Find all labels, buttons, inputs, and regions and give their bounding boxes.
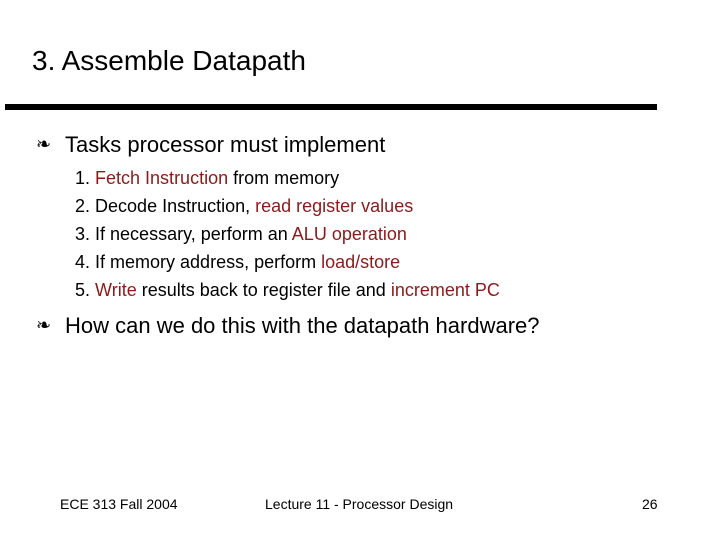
bullet-text: Tasks processor must implement [65, 132, 386, 157]
step-item-2 [75, 192, 500, 220]
step-highlight: load/store [321, 252, 401, 272]
step-highlight: Write [95, 280, 137, 300]
title-divider [5, 104, 657, 110]
step-highlight: read register values [255, 196, 414, 216]
step-list [75, 164, 500, 304]
step-number: 5. [75, 280, 91, 300]
bullet-text: How can we do this with the datapath hardware? [65, 313, 540, 338]
footer-lecture: Lecture 11 - Processor Design [265, 496, 454, 512]
step-item-1 [75, 164, 500, 192]
step-number: 2. [75, 196, 91, 216]
step-number: 3. [75, 224, 91, 244]
step-text: from memory [228, 168, 340, 188]
step-text: If memory address, perform [95, 252, 322, 272]
step-number: 4. [75, 252, 91, 272]
footer-page-number: 26 [642, 496, 658, 512]
step-text: If necessary, perform an [95, 224, 292, 244]
step-number: 1. [75, 168, 91, 188]
step-text: Decode Instruction, [95, 196, 256, 216]
step-item-3 [75, 220, 500, 248]
fleuron-bullet-icon: ❧ [36, 315, 52, 336]
step-text: results back to register file and [136, 280, 391, 300]
step-highlight: ALU operation [291, 224, 407, 244]
fleuron-bullet-icon: ❧ [36, 134, 52, 155]
step-highlight: Fetch Instruction [95, 168, 229, 188]
slide-title: 3. Assemble Datapath [32, 45, 306, 76]
step-item-4 [75, 248, 500, 276]
step-item-5 [75, 276, 500, 304]
footer-course: ECE 313 Fall 2004 [60, 496, 178, 512]
step-highlight: increment PC [390, 280, 500, 300]
